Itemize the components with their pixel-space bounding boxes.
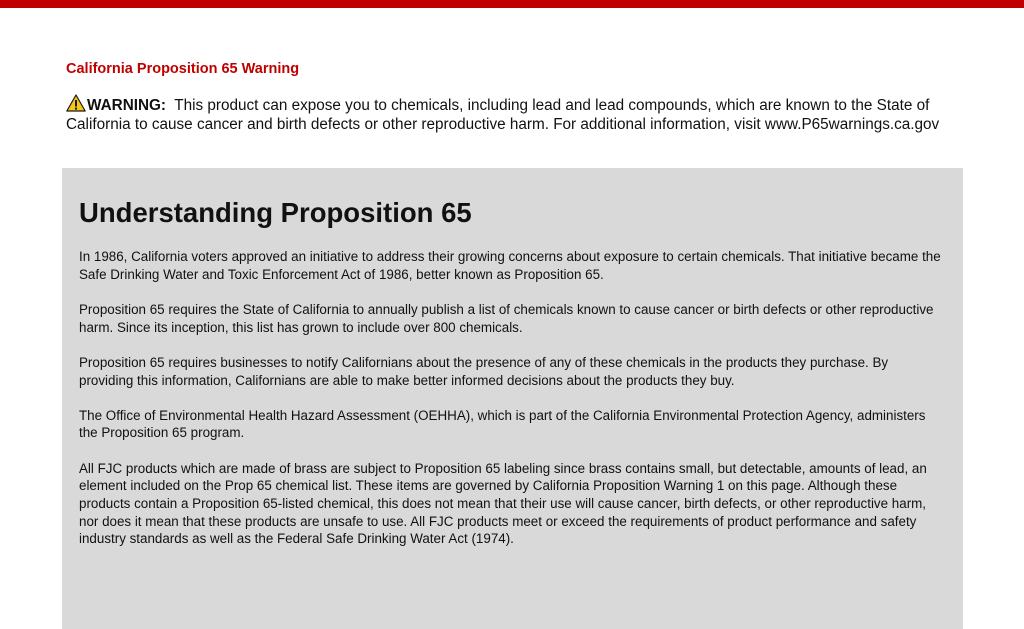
prop65-warning-section — [66, 59, 966, 134]
panel-title: Understanding Proposition 65 — [79, 197, 472, 228]
top-accent-bar — [0, 0, 1024, 8]
warning-heading: California Proposition 65 Warning — [66, 61, 300, 77]
paragraph-chemical-list: Proposition 65 requires the State of California to annually publish a list of chemicals known to cause cancer or birth defects or other reproductive harm. Since its inception, this list has grown to include over 800 chemicals. — [79, 301, 934, 335]
warning-statement — [66, 94, 966, 134]
understanding-prop65-panel — [62, 168, 963, 629]
paragraph-history: In 1986, California voters approved an initiative to address their growing concerns about exposure to certain chemicals. That initiative became the Safe Drinking Water and Toxic Enforcement Act of 1986, better known as Proposition 65. — [79, 249, 941, 282]
warning-body-text: This product can expose you to chemicals, including lead and lead compounds, which are known to the State of California to cause cancer and birth defects or other reproductive harm. For additional information, visit www.P65warnings.ca.gov — [66, 97, 940, 133]
paragraph-business-notice: Proposition 65 requires businesses to notify Californians about the presence of any of these chemicals in the products they purchase. By providing this information, Californians are able to make better informed decisions about the products they buy. — [79, 354, 889, 388]
paragraph-fjc-products: All FJC products which are made of brass are subject to Proposition 65 labeling since brass contains small, but detectable, amounts of lead, an element included on the Prop 65 chemical list. These items are governed by California Proposition Warning 1 on this page. Although these products contain a Proposition 65-listed chemical, this does not mean that their use will cause cancer, birth defects, or other reproductive harm, nor does it mean that these products are unsafe to use. All FJC products meet or exceed the requirements of product performance and safety industry standards as well as the Federal Safe Drinking Water Act (1974). — [79, 460, 927, 547]
warning-triangle-icon — [66, 94, 86, 112]
paragraph-oehha: The Office of Environmental Health Hazard Assessment (OEHHA), which is part of the California Environmental Protection Agency, administers the Proposition 65 program. — [79, 407, 926, 441]
warning-label: WARNING: — [87, 97, 167, 114]
panel-body — [79, 248, 945, 548]
